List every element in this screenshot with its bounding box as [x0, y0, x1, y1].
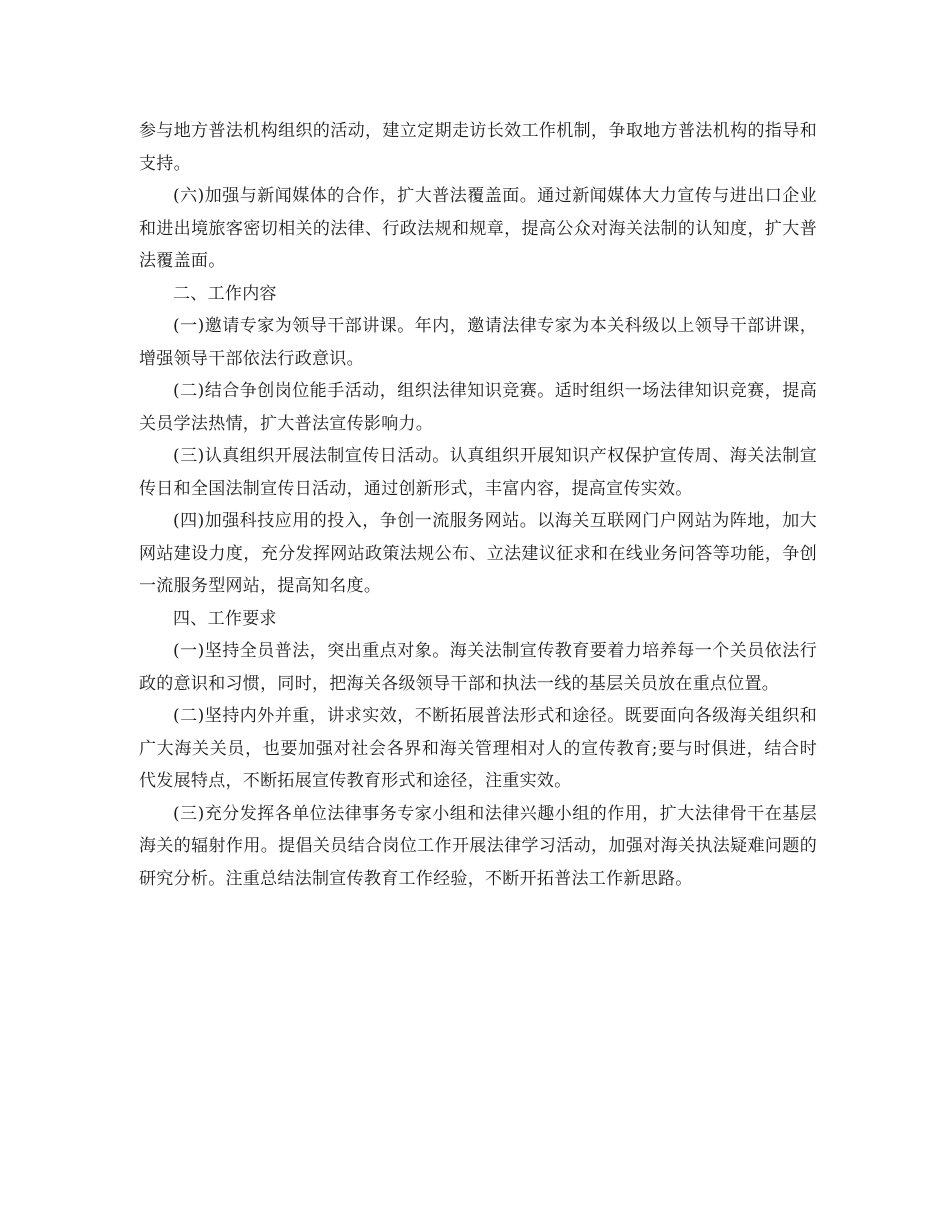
paragraph-expert-groups: (三)充分发挥各单位法律事务专家小组和法律兴趣小组的作用，扩大法律骨干在基层海关的辐射作用。提倡关员结合岗位工作开展法律学习活动，加强对海关执法疑难问题的研究分析。注重总结法制宣传教育工作经验，不断开拓普法工作新思路。 [139, 803, 817, 889]
section-heading-work-requirements: 四、工作要求 [173, 608, 277, 629]
paragraph-knowledge-contest: (二)结合争创岗位能手活动，组织法律知识竞赛。适时组织一场法律知识竞赛，提高关员学法热情，扩大普法宣传影响力。 [139, 381, 817, 434]
paragraph-expert-lectures: (一)邀请专家为领导干部讲课。年内，邀请法律专家为本关科级以上领导干部讲课，增强领导干部依法行政意识。 [139, 316, 817, 369]
paragraph-all-staff-education: (一)坚持全员普法，突出重点对象。海关法制宣传教育要着力培养每一个关员依法行政的意识和习惯，同时，把海关各级领导干部和执法一线的基层关员放在重点位置。 [139, 641, 817, 694]
document-page [139, 115, 817, 895]
paragraph-media-cooperation: (六)加强与新闻媒体的合作，扩大普法覆盖面。通过新闻媒体大力宣传与进出口企业和进出境旅客密切相关的法律、行政法规和规章，提高公众对海关法制的认知度，扩大普法覆盖面。 [139, 186, 817, 271]
paragraph-internal-external: (二)坚持内外并重，讲求实效，不断拓展普法形式和途径。既要面向各级海关组织和广大海关关员，也要加强对社会各界和海关管理相对人的宣传教育;要与时俱进，结合时代发展特点，不断拓展宣传教育形式和途径，注重实效。 [139, 706, 817, 791]
paragraph-legal-publicity-day: (三)认真组织开展法制宣传日活动。认真组织开展知识产权保护宣传周、海关法制宣传日和全国法制宣传日活动，通过创新形式，丰富内容，提高宣传实效。 [139, 446, 817, 499]
paragraph-continuation: 参与地方普法机构组织的活动，建立定期走访长效工作机制，争取地方普法机构的指导和支持。 [139, 121, 817, 174]
paragraph-website-service: (四)加强科技应用的投入，争创一流服务网站。以海关互联网门户网站为阵地，加大网站建设力度，充分发挥网站政策法规公布、立法建议征求和在线业务问答等功能，争创一流服务型网站，提高知名度。 [139, 511, 817, 596]
section-heading-work-content: 二、工作内容 [173, 283, 277, 304]
